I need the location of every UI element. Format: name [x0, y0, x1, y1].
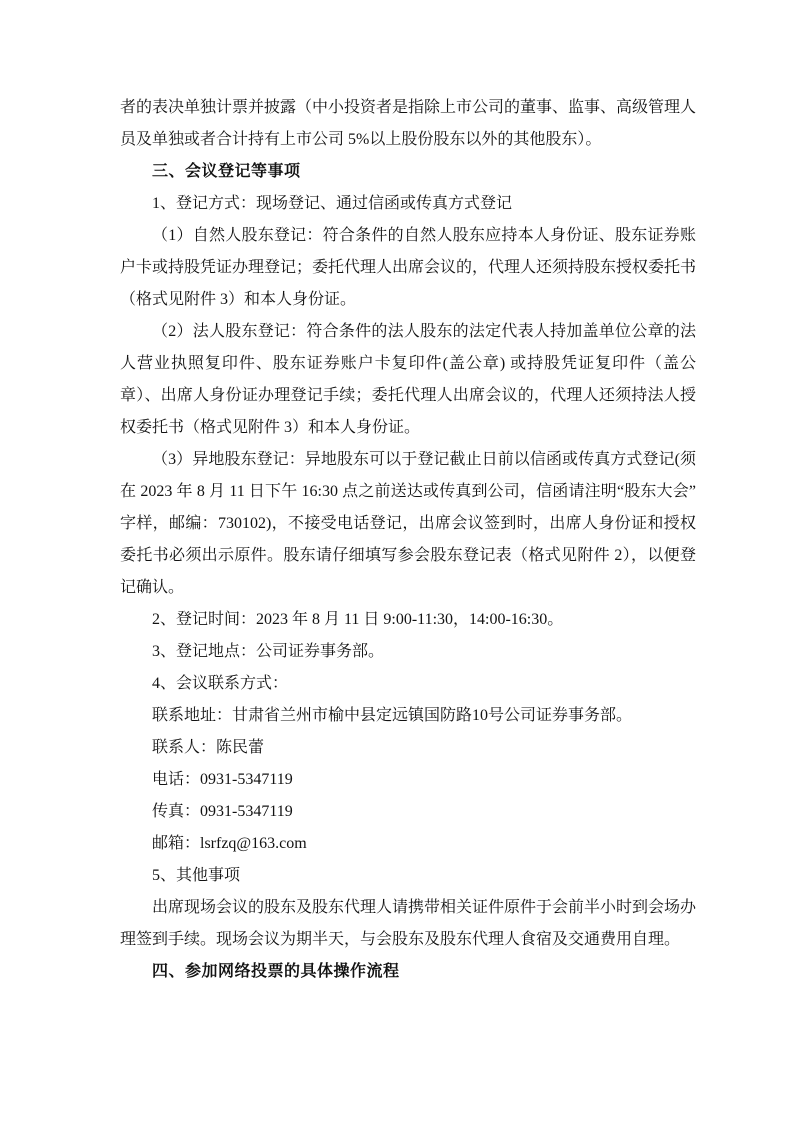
para-registration-place: 3、登记地点：公司证券事务部。	[152, 643, 385, 660]
para-natural-person-registration: （1）自然人股东登记：符合条件的自然人股东应持本人身份证、股东证券账户卡或持股凭证办理登记；委托代理人出席会议的，代理人还须持股东授权委托书（格式见附件 3）和本人身份证。	[120, 227, 697, 308]
para-contact-email: 邮箱：lsrfzq@163.com	[152, 835, 307, 852]
para-onsite-meeting-note: 出席现场会议的股东及股东代理人请携带相关证件原件于会前半小时到会场办理签到手续。现场会议为期半天，与会股东及股东代理人食宿及交通费用自理。	[120, 899, 697, 948]
para-contact-heading: 4、会议联系方式：	[152, 675, 289, 692]
para-remote-shareholder-registration: （3）异地股东登记：异地股东可以于登记截止日前以信函或传真方式登记(须在 2023 年 8 月 11 日下午 16:30 点之前送达或传真到公司，信函请注明“股东大会”字样，邮编：730102)，不接受电话登记，出席会议签到时，出席人身份证和授权委托书必须出示原件。股东请仔细填写参会股东登记表（格式见附件 2），以便登记确认。	[120, 451, 696, 596]
para-continuation: 者的表决单独计票并披露（中小投资者是指除上市公司的董事、监事、高级管理人员及单独或者合计持有上市公司 5%以上股份股东以外的其他股东）。	[120, 99, 697, 148]
para-contact-person: 联系人：陈民蕾	[152, 739, 265, 756]
para-contact-phone: 电话：0931-5347119	[152, 771, 293, 788]
para-contact-fax: 传真：0931-5347119	[152, 803, 293, 820]
para-contact-address: 联系地址：甘肃省兰州市榆中县定远镇国防路10号公司证券事务部。	[152, 707, 633, 724]
para-legal-person-registration: （2）法人股东登记：符合条件的法人股东的法定代表人持加盖单位公章的法人营业执照复印件、股东证券账户卡复印件(盖公章) 或持股凭证复印件（盖公章）、出席人身份证办理登记手续；委托代理人出席会议的，代理人还须持法人授权委托书（格式见附件 3）和本人身份证。	[120, 323, 696, 436]
heading-section-4: 四、参加网络投票的具体操作流程	[152, 963, 400, 980]
para-other-items: 5、其他事项	[152, 867, 241, 884]
para-registration-method: 1、登记方式：现场登记、通过信函或传真方式登记	[152, 195, 513, 212]
para-registration-time: 2、登记时间：2023 年 8 月 11 日 9:00-11:30，14:00-16:30。	[152, 611, 564, 628]
heading-section-3: 三、会议登记等事项	[152, 163, 301, 180]
